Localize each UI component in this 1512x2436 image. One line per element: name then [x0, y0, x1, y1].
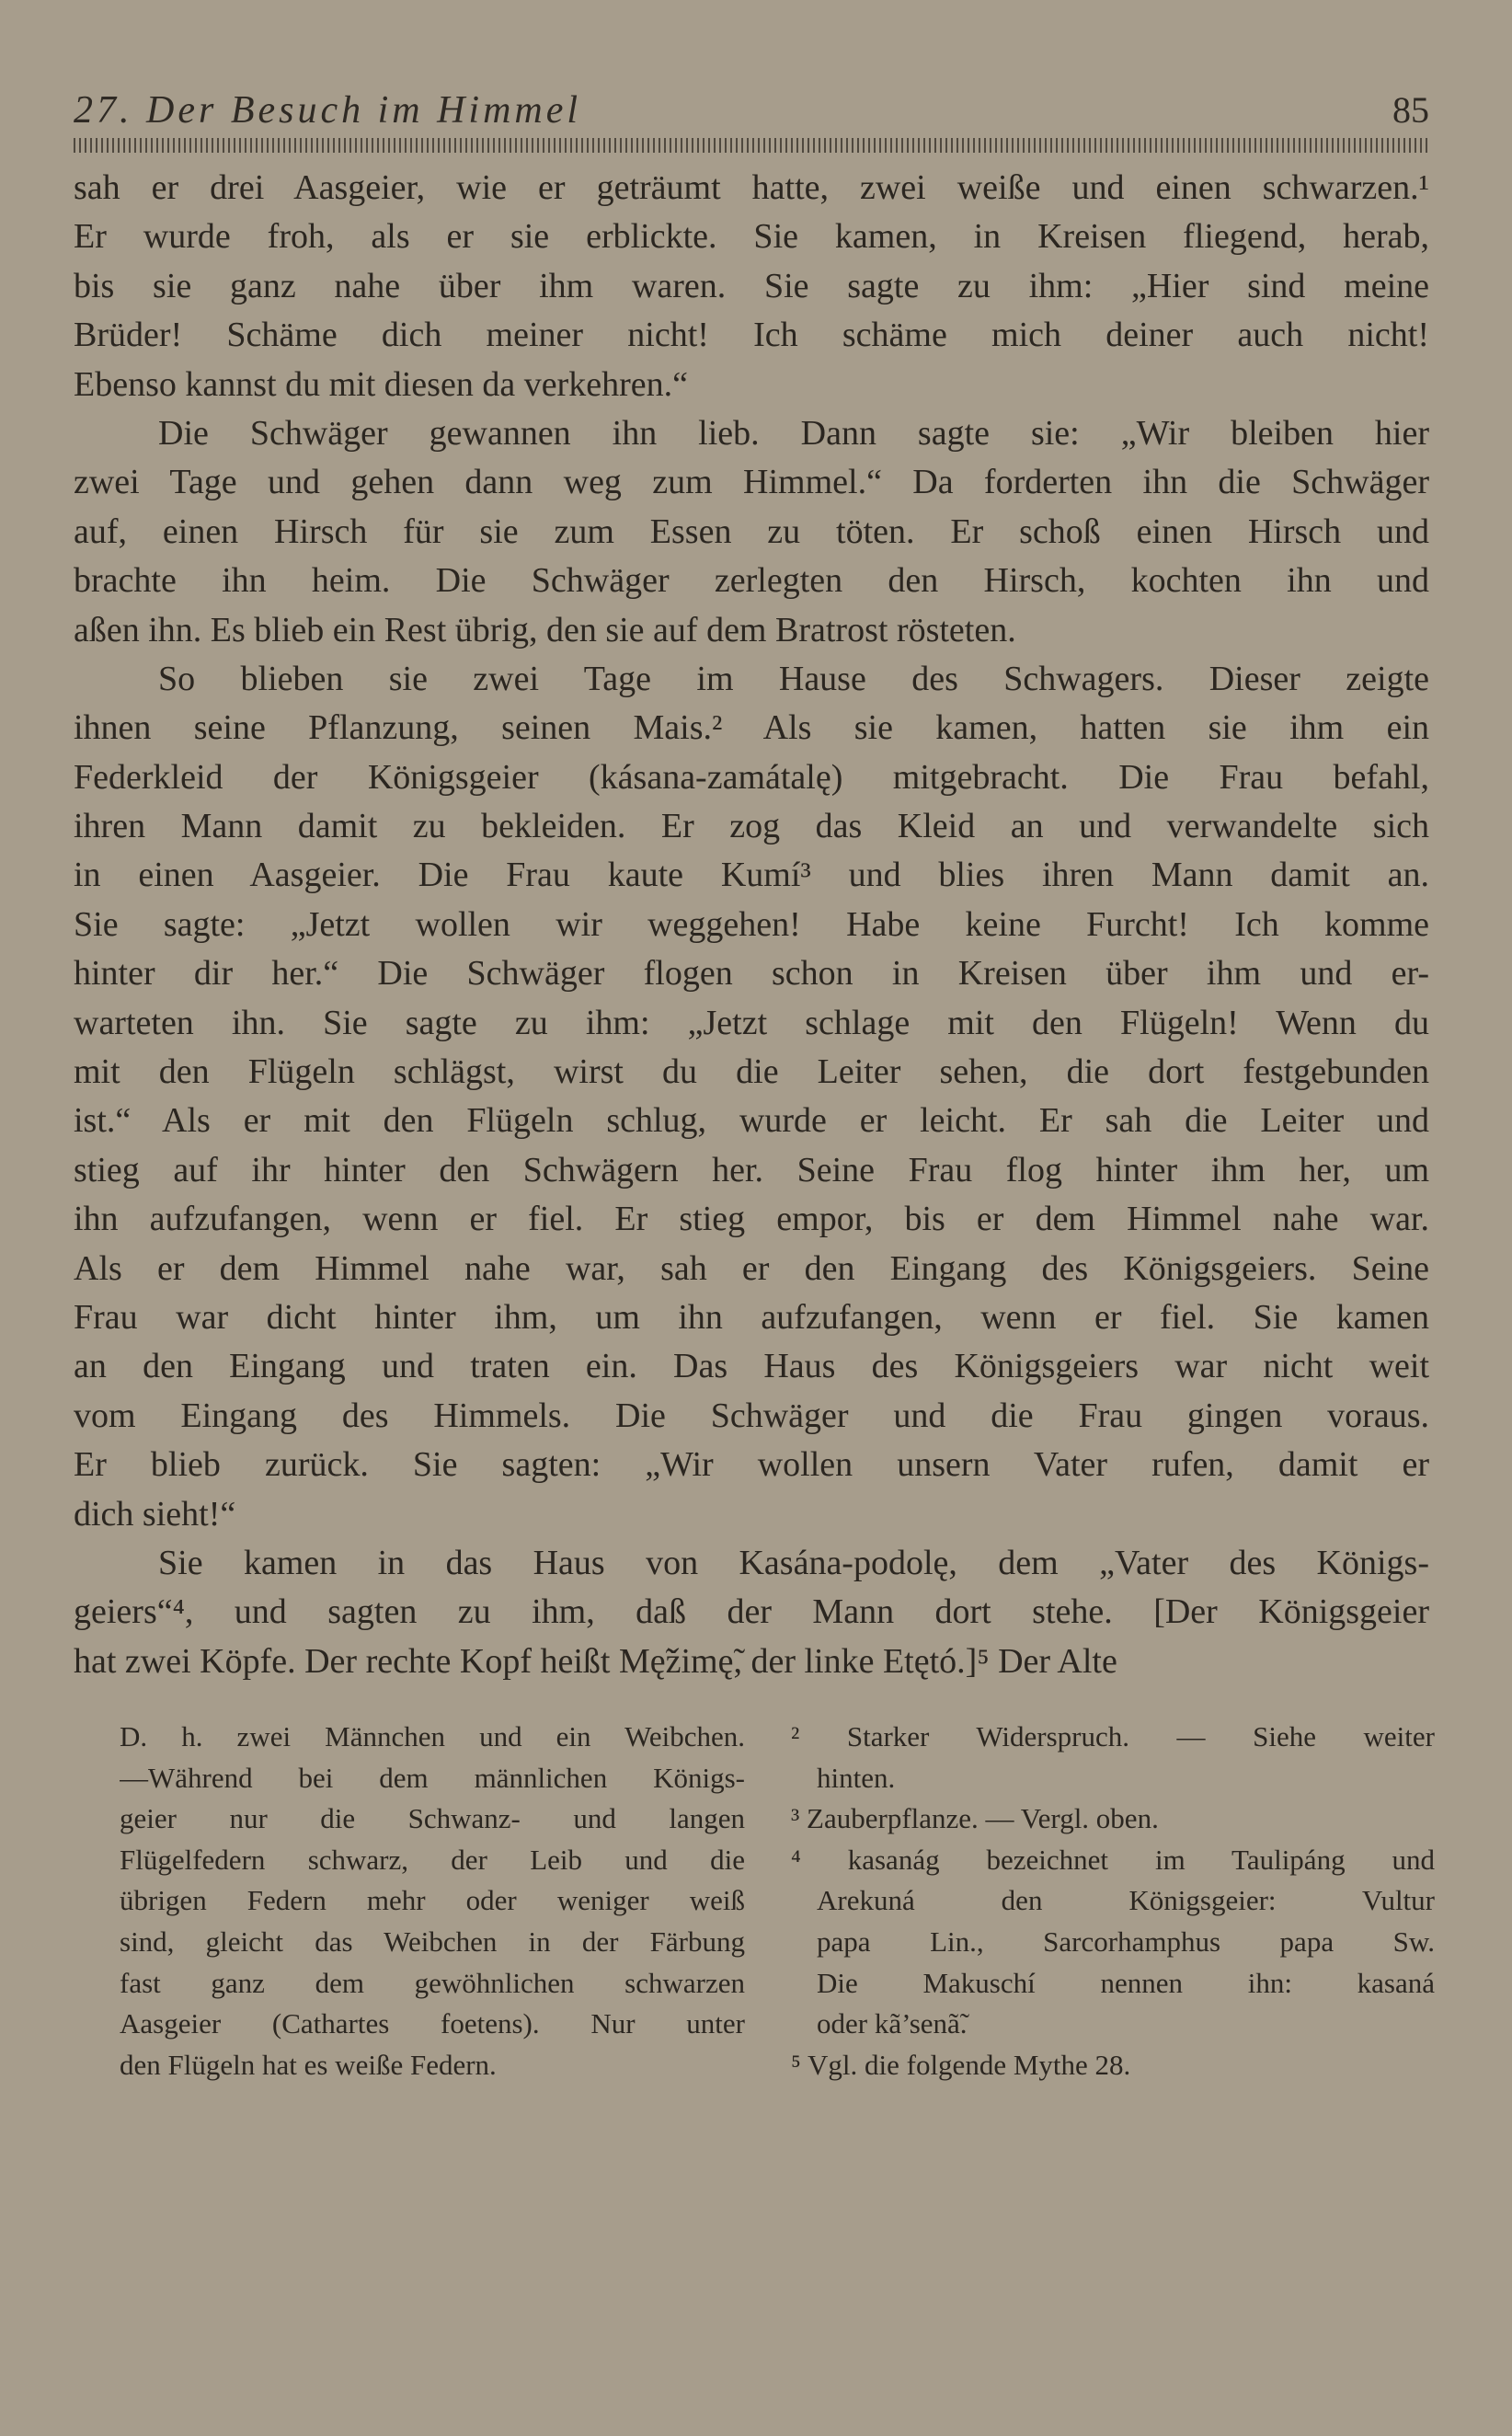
running-header — [74, 88, 1429, 134]
text-line: hat zwei Köpfe. Der rechte Kopf heißt Mę̃žimę̃, der linke Etętó.]⁵ Der Alte — [74, 1641, 1117, 1681]
text-line: ihren Mann damit zu bekleiden. Er zog das Kleid an und verwandelte sich — [74, 807, 1429, 846]
text-line: sah er drei Aasgeier, wie er geträumt hatte, zwei weiße und einen schwarzen.¹ — [74, 168, 1429, 207]
text-line: Als er dem Himmel nahe war, sah er den Eingang des Königsgeiers. Seine — [74, 1248, 1429, 1288]
text-line: in einen Aasgeier. Die Frau kaute Kumí³ und blies ihren Mann damit an. — [74, 856, 1429, 895]
text-line: Die Schwäger gewannen ihn lieb. Dann sagte sie: „Wir bleiben hier — [158, 413, 1429, 453]
footnote-line: papa Lin., Sarcorhamphus papa Sw. — [817, 1925, 1435, 1958]
footnote-line: Flügelfedern schwarz, der Leib und die — [120, 1843, 745, 1876]
text-line: hinter dir her.“ Die Schwäger flogen schon in Kreisen über ihm und er- — [74, 954, 1429, 994]
footnote-line: Aasgeier (Cathartes foetens). Nur unter — [120, 2007, 745, 2040]
text-line: Frau war dicht hinter ihm, um ihn aufzufangen, wenn er fiel. Sie kamen — [74, 1297, 1429, 1337]
text-line: an den Eingang und traten ein. Das Haus des Königsgeiers war nicht weit — [74, 1347, 1429, 1386]
text-line: ihn aufzufangen, wenn er fiel. Er stieg empor, bis er dem Himmel nahe war. — [74, 1200, 1429, 1239]
text-line: Brüder! Schäme dich meiner nicht! Ich schäme mich deiner auch nicht! — [74, 316, 1429, 355]
footnote-line: ³ Zauberpflanze. — Vergl. oben. — [791, 1802, 1159, 1835]
footnote-line: D. h. zwei Männchen und ein Weibchen. — [120, 1720, 745, 1752]
text-line: So blieben sie zwei Tage im Hause des Schwagers. Dieser zeigte — [158, 659, 1429, 698]
footnote-line: Die Makuschí nennen ihn: kasaná — [817, 1966, 1435, 1999]
text-line: auf, einen Hirsch für sie zum Essen zu töten. Er schoß einen Hirsch und — [74, 511, 1429, 551]
text-line: aßen ihn. Es blieb ein Rest übrig, den sie auf dem Bratrost rösteten. — [74, 610, 1016, 649]
footnote-line: ⁵ Vgl. die folgende Mythe 28. — [791, 2048, 1131, 2081]
text-line: ihnen seine Pflanzung, seinen Mais.² Als sie kamen, hatten sie ihm ein — [74, 708, 1429, 748]
footnote-line: ⁴ kasanág bezeichnet im Taulipáng und — [791, 1843, 1435, 1876]
text-line: Er blieb zurück. Sie sagten: „Wir wollen unsern Vater rufen, damit er — [74, 1445, 1429, 1485]
footnotes-left-column — [120, 1717, 745, 2086]
footnote-line: —Während bei dem männlichen Königs- — [120, 1761, 745, 1794]
text-line: Sie kamen in das Haus von Kasána-podolę, dem „Vater des Königs- — [158, 1543, 1429, 1582]
text-line: Sie sagte: „Jetzt wollen wir weggehen! Habe keine Furcht! Ich komme — [74, 904, 1429, 944]
footnote-line: geier nur die Schwanz- und langen — [120, 1802, 745, 1835]
footnote-line: Arekuná den Königsgeier: Vultur — [817, 1884, 1435, 1917]
footnote-line: ² Starker Widerspruch. — Siehe weiter — [791, 1720, 1435, 1752]
text-line: mit den Flügeln schlägst, wirst du die Leiter sehen, die dort festgebunden — [74, 1052, 1429, 1092]
text-line: Er wurde froh, als er sie erblickte. Sie kamen, in Kreisen fliegend, herab, — [74, 217, 1429, 257]
chapter-title: 27. Der Besuch im Himmel — [74, 89, 582, 132]
footnote-line: hinten. — [817, 1761, 896, 1794]
footnotes-right-column — [791, 1717, 1435, 2086]
footnote-line: den Flügeln hat es weiße Federn. — [120, 2048, 497, 2081]
page-number: 85 — [1392, 89, 1429, 131]
footnote-line: oder kã’senã̃. — [817, 2007, 968, 2040]
text-line: dich sieht!“ — [74, 1494, 236, 1534]
text-line: brachte ihn heim. Die Schwäger zerlegten den Hirsch, kochten ihn und — [74, 561, 1429, 601]
text-line: zwei Tage und gehen dann weg zum Himmel.“ Da forderten ihn die Schwäger — [74, 463, 1429, 502]
text-line: Federkleid der Königsgeier (kásana-zamátalę) mitgebracht. Die Frau befahl, — [74, 757, 1429, 797]
text-line: Ebenso kannst du mit diesen da verkehren.“ — [74, 364, 688, 404]
footnote-line: übrigen Federn mehr oder weniger weiß — [120, 1884, 745, 1917]
text-line: warteten ihn. Sie sagte zu ihm: „Jetzt schlage mit den Flügeln! Wenn du — [74, 1003, 1429, 1042]
text-line: geiers“⁴, und sagten zu ihm, daß der Mann dort stehe. [Der Königsgeier — [74, 1592, 1429, 1632]
text-line: ist.“ Als er mit den Flügeln schlug, wurde er leicht. Er sah die Leiter und — [74, 1101, 1429, 1141]
main-text — [74, 164, 1429, 1686]
header-rule — [74, 138, 1429, 153]
text-line: stieg auf ihr hinter den Schwägern her. Seine Frau flog hinter ihm her, um — [74, 1150, 1429, 1189]
footnote-line: fast ganz dem gewöhnlichen schwarzen — [120, 1966, 745, 1999]
text-line: bis sie ganz nahe über ihm waren. Sie sagte zu ihm: „Hier sind meine — [74, 266, 1429, 305]
text-line: vom Eingang des Himmels. Die Schwäger und die Frau gingen voraus. — [74, 1396, 1429, 1435]
footnote-line: sind, gleicht das Weibchen in der Färbung — [120, 1925, 745, 1958]
